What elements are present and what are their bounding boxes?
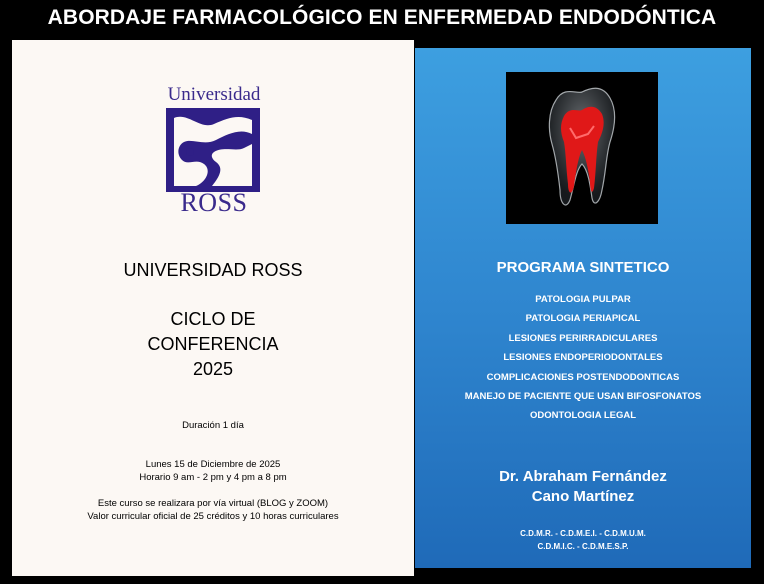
logo-bottom-text: ROSS [180,188,248,217]
program-title: PROGRAMA SINTETICO [496,259,670,276]
university-logo [164,84,264,216]
duration-text: Duración 1 día [182,420,244,431]
speaker-credentials [415,527,751,553]
cycle-line: CONFERENCIA [147,334,279,354]
list-item: LESIONES ENDOPERIODONTALES [503,352,663,364]
university-name: UNIVERSIDAD ROSS [123,260,303,280]
credentials-line: C.D.M.I.C. - C.D.M.E.S.P. [537,542,629,551]
list-item: COMPLICACIONES POSTENDODONTICAS [486,371,680,383]
schedule-text: Horario 9 am - 2 pm y 4 pm a 8 pm [139,472,287,483]
cycle-line: CICLO DE [170,309,256,329]
right-panel [415,48,751,568]
speaker-name-line: Dr. Abraham Fernández [499,468,667,485]
date-text: Lunes 15 de Diciembre de 2025 [145,459,281,470]
conference-cycle [12,307,414,382]
speaker-name [415,467,751,507]
logo-top-text: Universidad [167,84,261,105]
list-item: PATOLOGIA PERIAPICAL [525,313,641,325]
list-item: MANEJO DE PACIENTE QUE USAN BIFOSFONATOS [464,390,702,402]
list-item: ODONTOLOGIA LEGAL [529,410,637,422]
list-item: LESIONES PERIRRADICULARES [508,332,658,344]
university-emblem-icon [166,108,260,192]
speaker-name-line: Cano Martínez [531,488,635,505]
left-panel [12,40,414,576]
credentials-line: C.D.M.R. - C.D.M.E.I. - C.D.M.U.M. [520,529,646,538]
credits-text: Valor curricular oficial de 25 créditos y 10 horas curriculares [87,511,339,522]
list-item: PATOLOGIA PULPAR [535,294,631,305]
topics-list [415,290,751,426]
page-title: ABORDAJE FARMACOLÓGICO EN ENFERMEDAD ENDODÓNTICA [47,6,717,29]
tooth-xray-icon [506,72,658,224]
cycle-line: 2025 [192,359,234,379]
tooth-image [506,72,658,224]
mode-text: Este curso se realizara por vía virtual (BLOG y ZOOM) [97,498,329,509]
